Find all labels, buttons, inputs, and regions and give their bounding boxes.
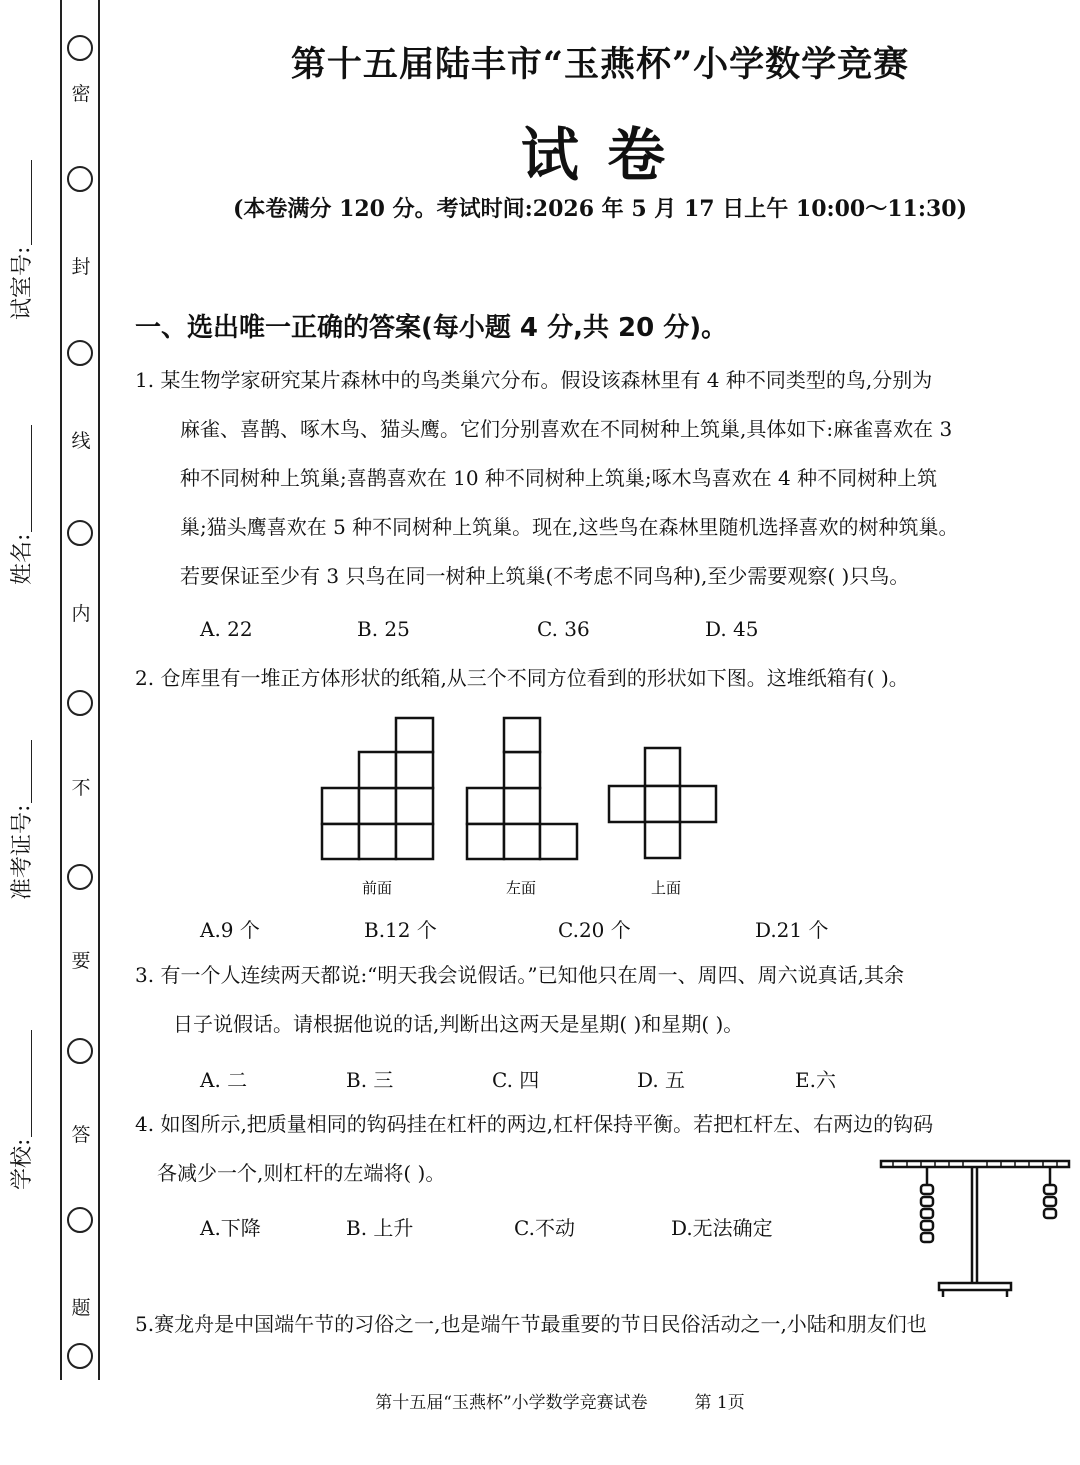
exam-room-label: 试室号: (9, 246, 35, 320)
q1-option-a[interactable]: A. 22 (200, 617, 253, 641)
page-footer (0, 1388, 1080, 1413)
binding-hole-icon (67, 1038, 93, 1064)
binding-hole-icon (67, 520, 93, 546)
admission-number-field[interactable] (0, 740, 40, 900)
question-3-line: 3. 有一个人连续两天都说:“明天我会说假话。”已知他只在周一、周四、周六说真话,其余 (135, 963, 904, 987)
admission-number-underline (9, 740, 32, 803)
q1-option-b[interactable]: B. 25 (357, 617, 410, 641)
question-1-line: 1. 某生物学家研究某片森林中的鸟类巢穴分布。假设该森林里有 4 种不同类型的鸟,分别为 (135, 368, 933, 392)
seal-char: 线 (71, 430, 91, 452)
exam-title: 第十五届陆丰市“玉燕杯”小学数学竞赛 (290, 44, 910, 85)
question-4 (135, 1100, 933, 1198)
seal-char: 内 (71, 603, 91, 625)
q3-option-b[interactable]: B. 三 (346, 1068, 394, 1092)
name-field[interactable] (0, 425, 40, 585)
three-views-figure (300, 700, 740, 905)
q3-option-a[interactable]: A. 二 (200, 1068, 248, 1092)
school-label: 学校: (9, 1138, 35, 1190)
q3-option-d[interactable]: D. 五 (637, 1068, 686, 1092)
seal-char: 不 (71, 777, 91, 799)
q4-option-d[interactable]: D.无法确定 (671, 1216, 773, 1240)
binding-hole-icon (67, 340, 93, 366)
question-1-line: 种不同树种上筑巢;喜鹊喜欢在 10 种不同树种上筑巢;啄木鸟喜欢在 4 种不同树种上筑 (180, 466, 938, 490)
admission-number-label: 准考证号: (9, 804, 35, 900)
question-1-line: 若要保证至少有 3 只鸟在同一树种上筑巢(不考虑不同鸟种),至少需要观察( )只鸟。 (180, 564, 910, 588)
question-5: 5.赛龙舟是中国端午节的习俗之一,也是端午节最重要的节日民俗活动之一,小陆和朋友们也 (135, 1312, 927, 1336)
binding-hole-icon (67, 690, 93, 716)
q2-option-b[interactable]: B.12 个 (364, 918, 437, 942)
figure-label-top: 上面 (650, 879, 682, 897)
q4-option-b[interactable]: B. 上升 (346, 1216, 414, 1240)
binding-hole-icon (67, 35, 93, 61)
lever-figure (875, 1155, 1075, 1300)
binding-hole-icon (67, 1207, 93, 1233)
exam-info: (本卷满分 120 分。考试时间:2026 年 5 月 17 日上午 10:00～11:30) (233, 196, 967, 222)
q2-option-d[interactable]: D.21 个 (755, 918, 829, 942)
question-4-line: 4. 如图所示,把质量相同的钩码挂在杠杆的两边,杠杆保持平衡。若把杠杆左、右两边的钩码 (135, 1112, 934, 1136)
footer-text: 第十五届“玉燕杯”小学数学竞赛试卷 (375, 1393, 648, 1413)
question-2: 2. 仓库里有一堆正方体形状的纸箱,从三个不同方位看到的形状如下图。这堆纸箱有( )。 (135, 666, 909, 690)
school-underline (9, 1030, 32, 1137)
binding-line-right (98, 0, 100, 1380)
question-1 (135, 356, 959, 601)
q4-option-a[interactable]: A.下降 (200, 1216, 261, 1240)
binding-hole-icon (67, 1343, 93, 1369)
q4-option-c[interactable]: C.不动 (514, 1216, 575, 1240)
q3-option-c[interactable]: C. 四 (492, 1068, 540, 1092)
seal-char: 题 (71, 1297, 91, 1319)
question-1-line: 麻雀、喜鹊、啄木鸟、猫头鹰。它们分别喜欢在不同树种上筑巢,具体如下:麻雀喜欢在 3 (180, 417, 953, 441)
seal-char: 要 (71, 950, 91, 972)
q2-option-c[interactable]: C.20 个 (558, 918, 631, 942)
school-field[interactable] (0, 1030, 40, 1190)
question-3 (135, 951, 904, 1049)
question-1-line: 巢;猫头鹰喜欢在 5 种不同树种上筑巢。现在,这些鸟在森林里随机选择喜欢的树种筑巢。 (180, 515, 959, 539)
figure-label-front: 前面 (361, 879, 393, 897)
q3-option-e[interactable]: E.六 (795, 1068, 836, 1092)
seal-char: 封 (71, 256, 91, 278)
q1-option-c[interactable]: C. 36 (537, 617, 590, 641)
page-number: 第 1页 (694, 1393, 745, 1413)
question-4-line: 各减少一个,则杠杆的左端将( )。 (157, 1161, 446, 1185)
binding-line-left (60, 0, 62, 1380)
question-3-line: 日子说假话。请根据他说的话,判断出这两天是星期( )和星期( )。 (173, 1012, 744, 1036)
binding-hole-icon (67, 864, 93, 890)
name-underline (9, 425, 32, 532)
q2-option-a[interactable]: A.9 个 (200, 918, 260, 942)
section-heading: 一、选出唯一正确的答案(每小题 4 分,共 20 分)。 (135, 313, 728, 343)
figure-label-left: 左面 (505, 879, 537, 897)
name-label: 姓名: (9, 533, 35, 585)
seal-char: 答 (71, 1124, 91, 1146)
seal-char: 密 (71, 83, 91, 105)
q1-option-d[interactable]: D. 45 (705, 617, 759, 641)
exam-subtitle: 试 卷 (520, 121, 670, 189)
